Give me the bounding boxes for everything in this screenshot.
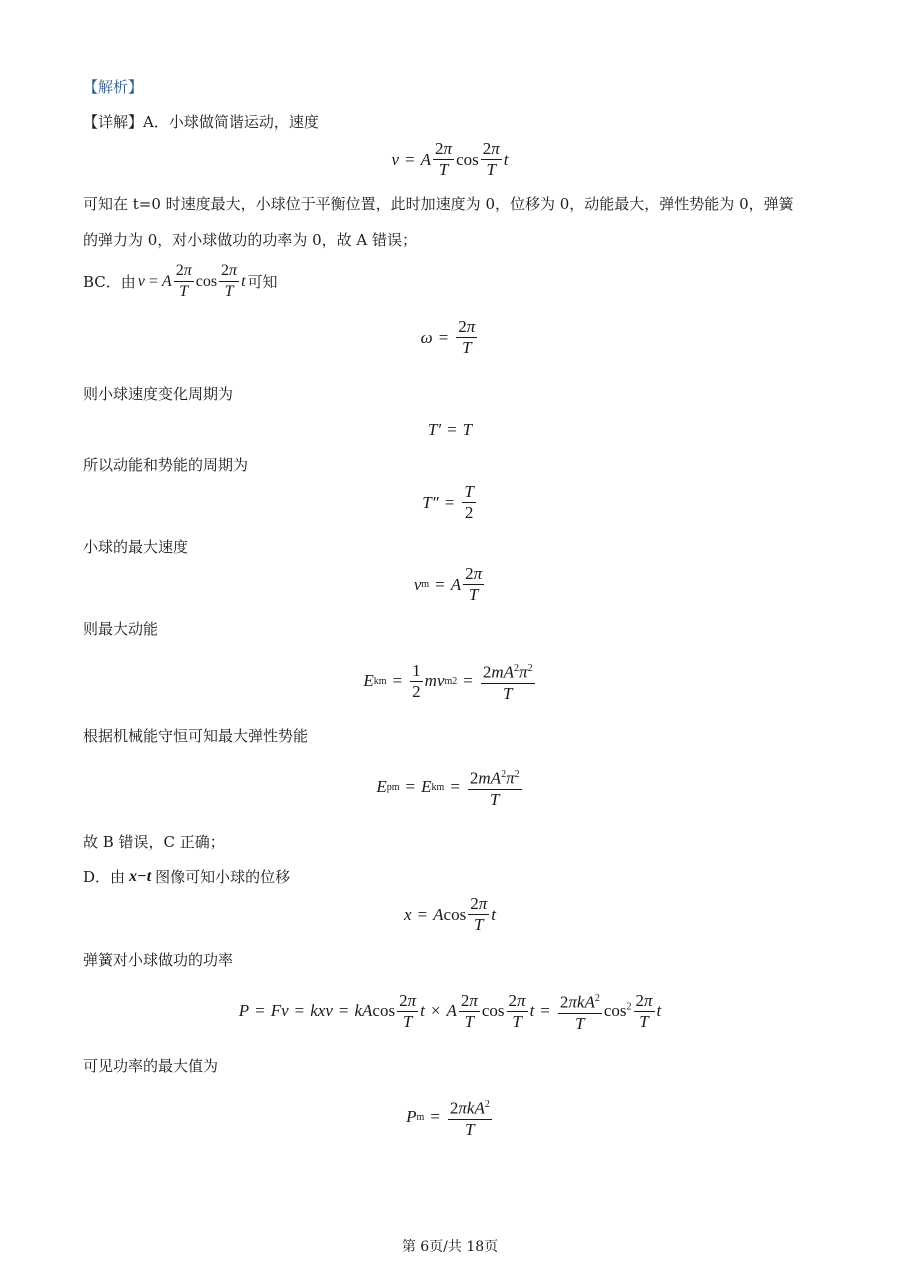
equation-period-double-prime: T″ = $\frac{T}{2}$: [422, 482, 474, 522]
equation-velocity: v = A $\frac{2\pi}{T}$ cos $\frac{2\pi}{T}$ t: [391, 139, 509, 179]
paragraph-max-potential: 根据机械能守恒可知最大弹性势能: [83, 727, 309, 745]
paragraph-energy-period: 所以动能和势能的周期为: [83, 456, 249, 474]
paragraph-max-velocity: 小球的最大速度: [83, 538, 189, 556]
paragraph-velocity-period: 则小球速度变化周期为: [83, 385, 234, 403]
bc-suffix: 可知: [247, 272, 278, 291]
analysis-heading: 【解析】: [83, 78, 144, 96]
paragraph-spring-power: 弹簧对小球做功的功率: [83, 951, 234, 969]
detail-text: A．小球做简谐运动，速度: [143, 113, 319, 131]
paragraph-a-conclusion-2: 的弹力为 0，对小球做功的功率为 0，故 A 错误；: [83, 231, 417, 249]
detail-label: 【详解】: [83, 113, 144, 131]
equation-period-prime: T′ = T: [427, 420, 473, 439]
page-number: 第 6页/共 18页: [401, 1239, 499, 1255]
paragraph-d: [83, 867, 290, 887]
equation-max-velocity: v m = A $\frac{2\pi}{T}$: [413, 564, 483, 604]
paragraph-a-conclusion-1: 可知在 t=0 时速度最大，小球位于平衡位置，此时加速度为 0，位移为 0，动能最大，弹性势能为 0，弹簧: [83, 195, 794, 213]
paragraph-b-c-verdict: 故 B 错误，C 正确；: [83, 833, 225, 851]
equation-max-kinetic-energy: E km = $\frac{1}{2}$ mv m 2 = $\frac{2mA^2\pi^2}{T}$: [363, 660, 533, 703]
paragraph-detail-a: [83, 112, 319, 132]
paragraph-max-kinetic: 则最大动能: [83, 620, 159, 638]
bc-prefix: BC．由: [83, 272, 136, 291]
equation-displacement: x = A cos $\frac{2\pi}{T}$ t: [404, 894, 496, 934]
equation-omega: ω = $\frac{2\pi}{T}$: [420, 317, 476, 357]
paragraph-bc: BC．由 v = A $\frac{2\pi}{T}$ cos $\frac{2\pi}{T}$ t 可知: [83, 262, 278, 300]
equation-power: P = Fv = kxv = kA cos $\frac{2\pi}{T}$ t × A $\frac{2\pi}{T}$ cos $\frac{2\pi}{T}$ t = $\frac{2\pi kA^2}{T}$ $\cos^2$ $\frac{2\pi}{T}$ t: [238, 990, 662, 1033]
d-prefix: D．由: [83, 868, 126, 886]
equation-max-potential-energy: E pm = E km = $\frac{2mA^2\pi^2}{T}$: [0, 766, 900, 809]
equation-max-power: P m = $\frac{2\pi kA^2}{T}$: [0, 1096, 900, 1139]
d-graph-label: x−t: [129, 868, 152, 885]
d-suffix: 图像可知小球的位移: [155, 868, 291, 886]
paragraph-max-power: 可见功率的最大值为: [83, 1057, 219, 1075]
